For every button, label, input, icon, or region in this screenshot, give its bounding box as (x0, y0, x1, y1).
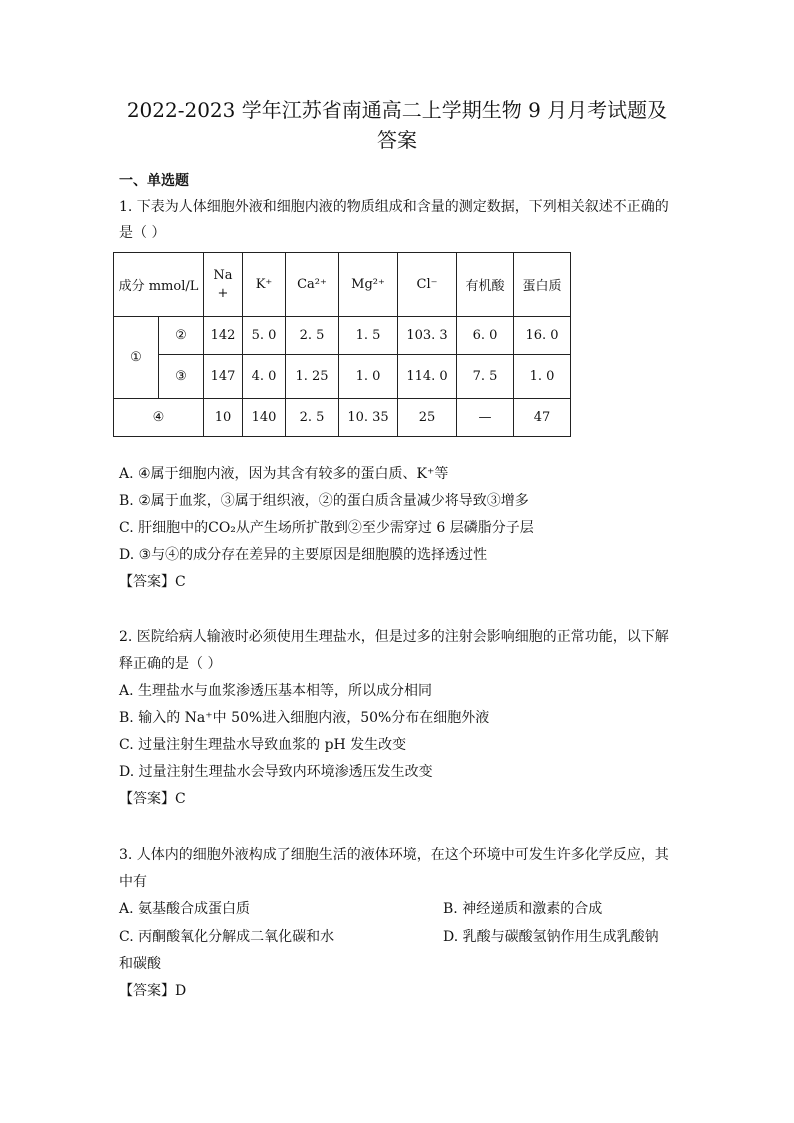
table-cell: 1. 0 (339, 355, 398, 399)
table-cell: 140 (243, 399, 286, 437)
document-title-line-2: 答案 (377, 128, 417, 152)
q2-stem-line-1: 2. 医院给病人输液时必须使用生理盐水，但是过多的注射会影响细胞的正常功能，以下解 (119, 629, 669, 645)
table-cell: 147 (204, 355, 243, 399)
document-title-line-1: 2022-2023 学年江苏省南通高二上学期生物 9 月月考试题及 (126, 98, 668, 122)
table-cell: 47 (514, 399, 571, 437)
q1-option-d: D. ③与④的成分存在差异的主要原因是细胞膜的选择透过性 (119, 547, 488, 563)
table-cell: 142 (204, 317, 243, 355)
group-label: ① (114, 317, 159, 399)
q3-answer: 【答案】D (119, 983, 187, 999)
q2-option-a: A. 生理盐水与血浆渗透压基本相等，所以成分相同 (119, 683, 433, 699)
q1-option-c: C. 肝细胞中的CO₂从产生场所扩散到②至少需穿过 6 层磷脂分子层 (119, 520, 534, 536)
header-ca: Ca²⁺ (286, 253, 339, 317)
header-na-top: Na (213, 267, 233, 283)
header-component: 成分 mmol/L (114, 253, 204, 317)
q1-option-a: A. ④属于细胞内液，因为其含有较多的蛋白质、K⁺等 (119, 466, 449, 482)
q3-option-c: C. 丙酮酸氧化分解成二氧化碳和水 (119, 929, 335, 945)
table-cell: 6. 0 (457, 317, 514, 355)
table-cell: 10. 35 (339, 399, 398, 437)
table-cell: 103. 3 (398, 317, 457, 355)
table-cell: 114. 0 (398, 355, 457, 399)
table-cell: 7. 5 (457, 355, 514, 399)
table-cell: 10 (204, 399, 243, 437)
header-na-bottom: + (217, 285, 229, 301)
header-organic-acid: 有机酸 (457, 253, 514, 317)
q1-stem-line-2: 是（ ） (119, 225, 166, 241)
header-cl: Cl⁻ (398, 253, 457, 317)
table-cell: 2. 5 (286, 317, 339, 355)
header-k: K⁺ (243, 253, 286, 317)
q1-answer: 【答案】C (119, 574, 186, 590)
q3-option-d: D. 乳酸与碳酸氢钠作用生成乳酸钠 (443, 929, 659, 945)
q3-option-a: A. 氨基酸合成蛋白质 (119, 901, 251, 917)
table-cell: 16. 0 (514, 317, 571, 355)
header-protein: 蛋白质 (514, 253, 571, 317)
q1-option-b: B. ②属于血浆，③属于组织液，②的蛋白质含量减少将导致③增多 (119, 493, 529, 509)
row-label: ② (159, 317, 204, 355)
q3-option-d-continued: 和碳酸 (119, 956, 161, 972)
table-cell: 4. 0 (243, 355, 286, 399)
table-cell: 2. 5 (286, 399, 339, 437)
composition-table (113, 252, 571, 437)
q3-stem-line-1: 3. 人体内的细胞外液构成了细胞生活的液体环境，在这个环境中可发生许多化学反应，其 (119, 847, 669, 863)
section-heading: 一、单选题 (119, 173, 189, 189)
q2-option-b: B. 输入的 Na⁺中 50%进入细胞内液，50%分布在细胞外液 (119, 710, 490, 726)
header-na (204, 253, 243, 317)
header-mg: Mg²⁺ (339, 253, 398, 317)
table-cell: 25 (398, 399, 457, 437)
q2-option-c: C. 过量注射生理盐水导致血浆的 pH 发生改变 (119, 737, 407, 753)
q1-stem-line-1: 1. 下表为人体细胞外液和细胞内液的物质组成和含量的测定数据，下列相关叙述不正确的 (119, 199, 669, 215)
table-cell: 1. 5 (339, 317, 398, 355)
q2-stem-line-2: 释正确的是（ ） (119, 656, 222, 672)
q2-answer: 【答案】C (119, 791, 186, 807)
table-cell: 1. 25 (286, 355, 339, 399)
table-cell: — (457, 399, 514, 437)
table-cell: 5. 0 (243, 317, 286, 355)
row-label: ④ (114, 399, 204, 437)
row-label: ③ (159, 355, 204, 399)
table-cell: 1. 0 (514, 355, 571, 399)
q3-stem-line-2: 中有 (119, 874, 147, 890)
q3-option-b: B. 神经递质和激素的合成 (443, 901, 603, 917)
q2-option-d: D. 过量注射生理盐水会导致内环境渗透压发生改变 (119, 764, 433, 780)
